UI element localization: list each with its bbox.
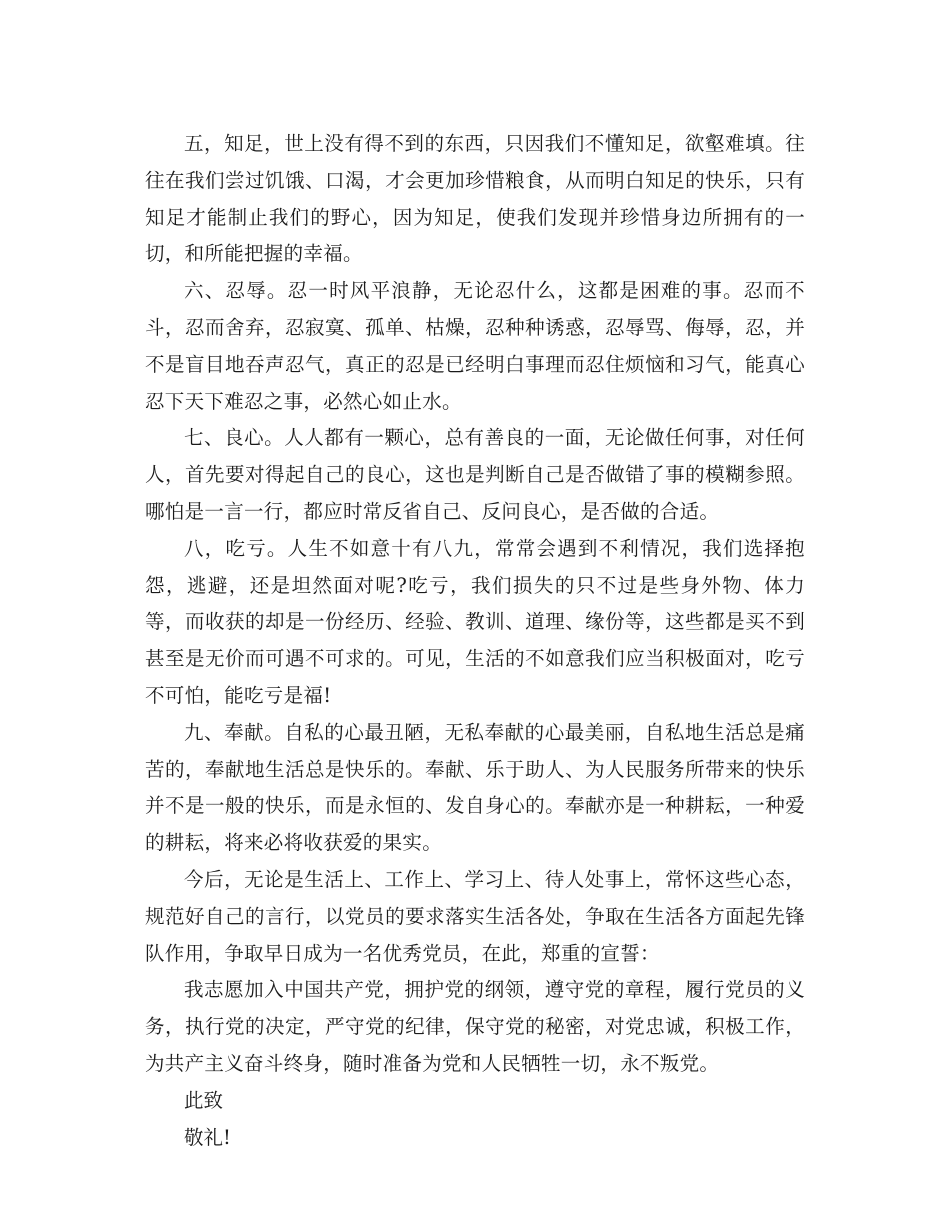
paragraph-conscience: 七、良心。人人都有一颗心，总有善良的一面，无论做任何事，对任何人，首先要对得起自己的良心，这也是判断自己是否做错了事的模糊参照。哪怕是一言一行，都应时常反省自己、反问良心，是否做的合适。 — [145, 426, 805, 523]
paragraph-forbearance: 六、忍辱。忍一时风平浪静，无论忍什么，这都是困难的事。忍而不斗，忍而舍弃，忍寂寞、孤单、枯燥，忍种种诱惑，忍辱骂、侮辱，忍，并不是盲目地吞声忍气，真正的忍是已经明白事理而忍住烦恼和习气，能真心忍下天下难忍之事，必然心如止水。 — [145, 279, 805, 413]
closing-salutation: 此致 — [184, 1088, 224, 1112]
paragraph-dedication: 九、奉献。自私的心最丑陋，无私奉献的心最美丽，自私地生活总是痛苦的，奉献地生活总是快乐的。奉献、乐于助人、为人民服务所带来的快乐并不是一般的快乐，而是永恒的、发自身心的。奉献亦是一种耕耘，一种爱的耕耘，将来必将收获爱的果实。 — [145, 720, 805, 855]
paragraph-taking-loss: 八，吃亏。人生不如意十有八九，常常会遇到不利情况，我们选择抱怨，逃避，还是坦然面对呢?吃亏，我们损失的只不过是些身外物、体力等，而收获的却是一份经历、经验、教训、道理、缘份等，这些都是买不到甚至是无价而可遇不可求的。可见，生活的不如意我们应当积极面对，吃亏不可怕，能吃亏是福! — [145, 536, 805, 707]
document-body — [145, 126, 805, 1156]
paragraph-oath: 我志愿加入中国共产党，拥护党的纲领，遵守党的章程，履行党员的义务，执行党的决定，严守党的纪律，保守党的秘密，对党忠诚，积极工作，为共产主义奋斗终身，随时准备为党和人民牺牲一切，永不叛党。 — [145, 978, 805, 1075]
closing-regards: 敬礼! — [184, 1125, 231, 1149]
paragraph-future-plans: 今后，无论是生活上、工作上、学习上、待人处事上，常怀这些心态，规范好自己的言行，以党员的要求落实生活各处，争取在生活各方面起先锋队作用，争取早日成为一名优秀党员，在此，郑重的宣誓： — [145, 867, 805, 965]
paragraph-contentment: 五，知足，世上没有得不到的东西，只因我们不懂知足，欲壑难填。往往在我们尝过饥饿、口渴，才会更加珍惜粮食，从而明白知足的快乐，只有知足才能制止我们的野心，因为知足，使我们发现并珍惜身边所拥有的一切，和所能把握的幸福。 — [145, 132, 805, 266]
